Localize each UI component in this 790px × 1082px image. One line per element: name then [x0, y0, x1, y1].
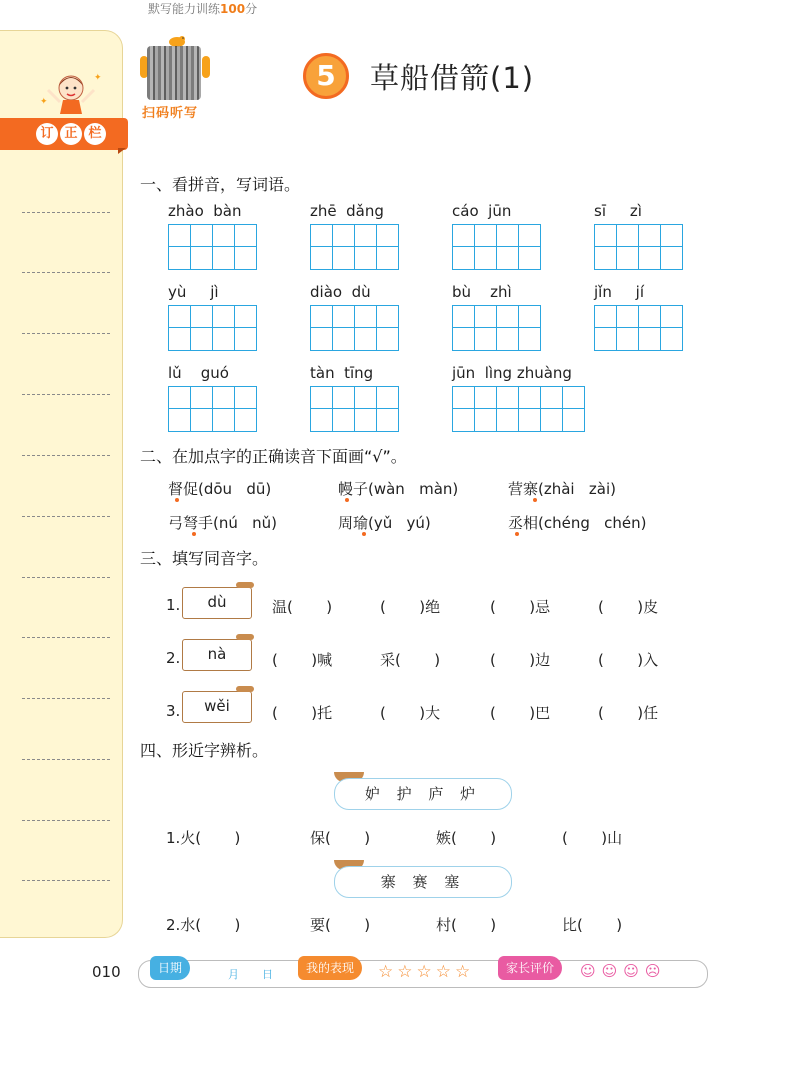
tab-char-1: 订 — [36, 123, 58, 145]
day-label: 日 — [262, 968, 273, 981]
face-rating-icon[interactable]: ☺☺☺☹ — [580, 962, 667, 980]
book-title-prefix: 默写能力训练 — [148, 2, 221, 16]
headphone-right-icon — [202, 56, 210, 78]
homophone-blank[interactable]: 采( ) — [380, 651, 441, 669]
similar-char-blank[interactable]: 要( ) — [310, 916, 371, 934]
similar-char-blank[interactable]: 2.水( ) — [166, 916, 241, 934]
homophone-blank[interactable]: ( )绝 — [380, 598, 441, 616]
book-series-title — [148, 0, 257, 17]
emphasis-dot — [515, 532, 519, 536]
homophone-blank[interactable]: ( )大 — [380, 704, 441, 722]
similar-char-group: 寨 赛 塞 — [334, 866, 512, 898]
writing-grid[interactable] — [168, 386, 257, 432]
homophone-blank[interactable]: ( )喊 — [272, 651, 333, 669]
scroll-curl-icon — [236, 582, 254, 588]
tab-char-3: 栏 — [84, 123, 106, 145]
homophone-row-number: 2. — [166, 649, 181, 667]
correction-line[interactable] — [22, 394, 110, 395]
similar-char-blank[interactable]: 1.火( ) — [166, 829, 241, 847]
reading-item[interactable]: 营寨(zhài zài) — [508, 480, 616, 498]
correction-line[interactable] — [22, 637, 110, 638]
correction-line[interactable] — [22, 577, 110, 578]
similar-char-blank[interactable]: 保( ) — [310, 829, 371, 847]
scroll-curl-icon — [236, 634, 254, 640]
book-title-suffix: 分 — [245, 2, 258, 16]
qr-label: 扫码听写 — [142, 106, 199, 121]
qr-code-icon[interactable] — [147, 46, 201, 100]
pinyin-text: bù zhì — [452, 283, 512, 301]
writing-grid[interactable] — [310, 224, 399, 270]
qr-code-block[interactable] — [140, 32, 210, 122]
pinyin-text: diào dù — [310, 283, 371, 301]
emphasis-dot — [192, 532, 196, 536]
correction-sidebar — [0, 30, 123, 938]
homophone-blank[interactable]: ( )边 — [490, 651, 551, 669]
date-label: 日期 — [150, 956, 190, 980]
emphasis-dot — [533, 498, 537, 502]
correction-line[interactable] — [22, 212, 110, 213]
scroll-curl-icon — [236, 686, 254, 692]
pinyin-card: nà — [182, 639, 252, 671]
pinyin-text: zhào bàn — [168, 202, 242, 220]
svg-text:✦: ✦ — [40, 97, 48, 107]
similar-char-blank[interactable]: 村( ) — [436, 916, 497, 934]
homophone-blank[interactable]: ( )巴 — [490, 704, 551, 722]
correction-line[interactable] — [22, 272, 110, 273]
reading-item[interactable]: 周瑜(yǔ yú) — [338, 514, 431, 532]
lesson-title: 草船借箭(1) — [370, 61, 535, 95]
lesson-number-badge: 5 — [303, 53, 349, 99]
correction-tab — [0, 118, 128, 150]
section4-title: 四、形近字辨析。 — [140, 741, 269, 760]
homophone-row-number: 3. — [166, 702, 181, 720]
homophone-blank[interactable]: ( )忌 — [490, 598, 551, 616]
homophone-blank[interactable]: 温( ) — [272, 598, 333, 616]
emphasis-dot — [345, 498, 349, 502]
writing-grid[interactable] — [168, 305, 257, 351]
writing-grid[interactable] — [594, 224, 683, 270]
month-label: 月 — [228, 968, 239, 981]
section3-title: 三、填写同音字。 — [140, 549, 269, 568]
writing-grid[interactable] — [452, 305, 541, 351]
parent-review-label: 家长评价 — [498, 956, 562, 980]
star-rating-icon[interactable]: ☆☆☆☆☆ — [378, 962, 475, 982]
performance-label: 我的表现 — [298, 956, 362, 980]
tab-fold — [118, 148, 126, 154]
writing-grid[interactable] — [310, 386, 399, 432]
homophone-blank[interactable]: ( )入 — [598, 651, 659, 669]
homophone-blank[interactable]: ( )托 — [272, 704, 333, 722]
pinyin-text: sī zì — [594, 202, 642, 220]
homophone-row-number: 1. — [166, 596, 181, 614]
similar-char-blank[interactable]: 嫉( ) — [436, 829, 497, 847]
section2-title: 二、在加点字的正确读音下面画“√”。 — [140, 447, 407, 466]
pinyin-text: tàn tīng — [310, 364, 374, 382]
correction-line[interactable] — [22, 759, 110, 760]
reading-item[interactable]: 督促(dōu dū) — [168, 480, 272, 498]
reading-item[interactable]: 幔子(wàn màn) — [338, 480, 459, 498]
pinyin-text: yù jì — [168, 283, 219, 301]
emphasis-dot — [362, 532, 366, 536]
pinyin-text: jǐn jí — [594, 283, 645, 301]
similar-char-blank[interactable]: ( )山 — [562, 829, 623, 847]
reading-item[interactable]: 丞相(chéng chén) — [508, 514, 647, 532]
pinyin-card: wěi — [182, 691, 252, 723]
pinyin-text: zhē dǎng — [310, 202, 384, 220]
section1-title: 一、看拼音，写词语。 — [140, 175, 301, 194]
svg-text:✦: ✦ — [94, 73, 102, 83]
pinyin-text: cáo jūn — [452, 202, 512, 220]
correction-line[interactable] — [22, 698, 110, 699]
pinyin-text: lǔ guó — [168, 364, 229, 382]
similar-char-blank[interactable]: 比( ) — [562, 916, 623, 934]
similar-char-group: 妒 护 庐 炉 — [334, 778, 512, 810]
reading-item[interactable]: 弓弩手(nú nǔ) — [168, 514, 278, 532]
pinyin-text: jūn lìng zhuàng — [452, 364, 572, 382]
tab-char-2: 正 — [60, 123, 82, 145]
correction-line[interactable] — [22, 880, 110, 881]
correction-line[interactable] — [22, 333, 110, 334]
book-title-score: 100 — [220, 2, 246, 16]
pinyin-card: dù — [182, 587, 252, 619]
emphasis-dot — [175, 498, 179, 502]
correction-line[interactable] — [22, 455, 110, 456]
writing-grid[interactable] — [168, 224, 257, 270]
writing-grid[interactable] — [594, 305, 683, 351]
correction-line[interactable] — [22, 516, 110, 517]
writing-grid[interactable] — [452, 224, 541, 270]
homophone-blank[interactable]: ( )任 — [598, 704, 659, 722]
page-number: 010 — [92, 963, 121, 981]
girl-cartoon-icon — [36, 66, 106, 114]
correction-line[interactable] — [22, 820, 110, 821]
writing-grid[interactable] — [452, 386, 585, 432]
homophone-blank[interactable]: ( )皮 — [598, 598, 659, 616]
writing-grid[interactable] — [310, 305, 399, 351]
